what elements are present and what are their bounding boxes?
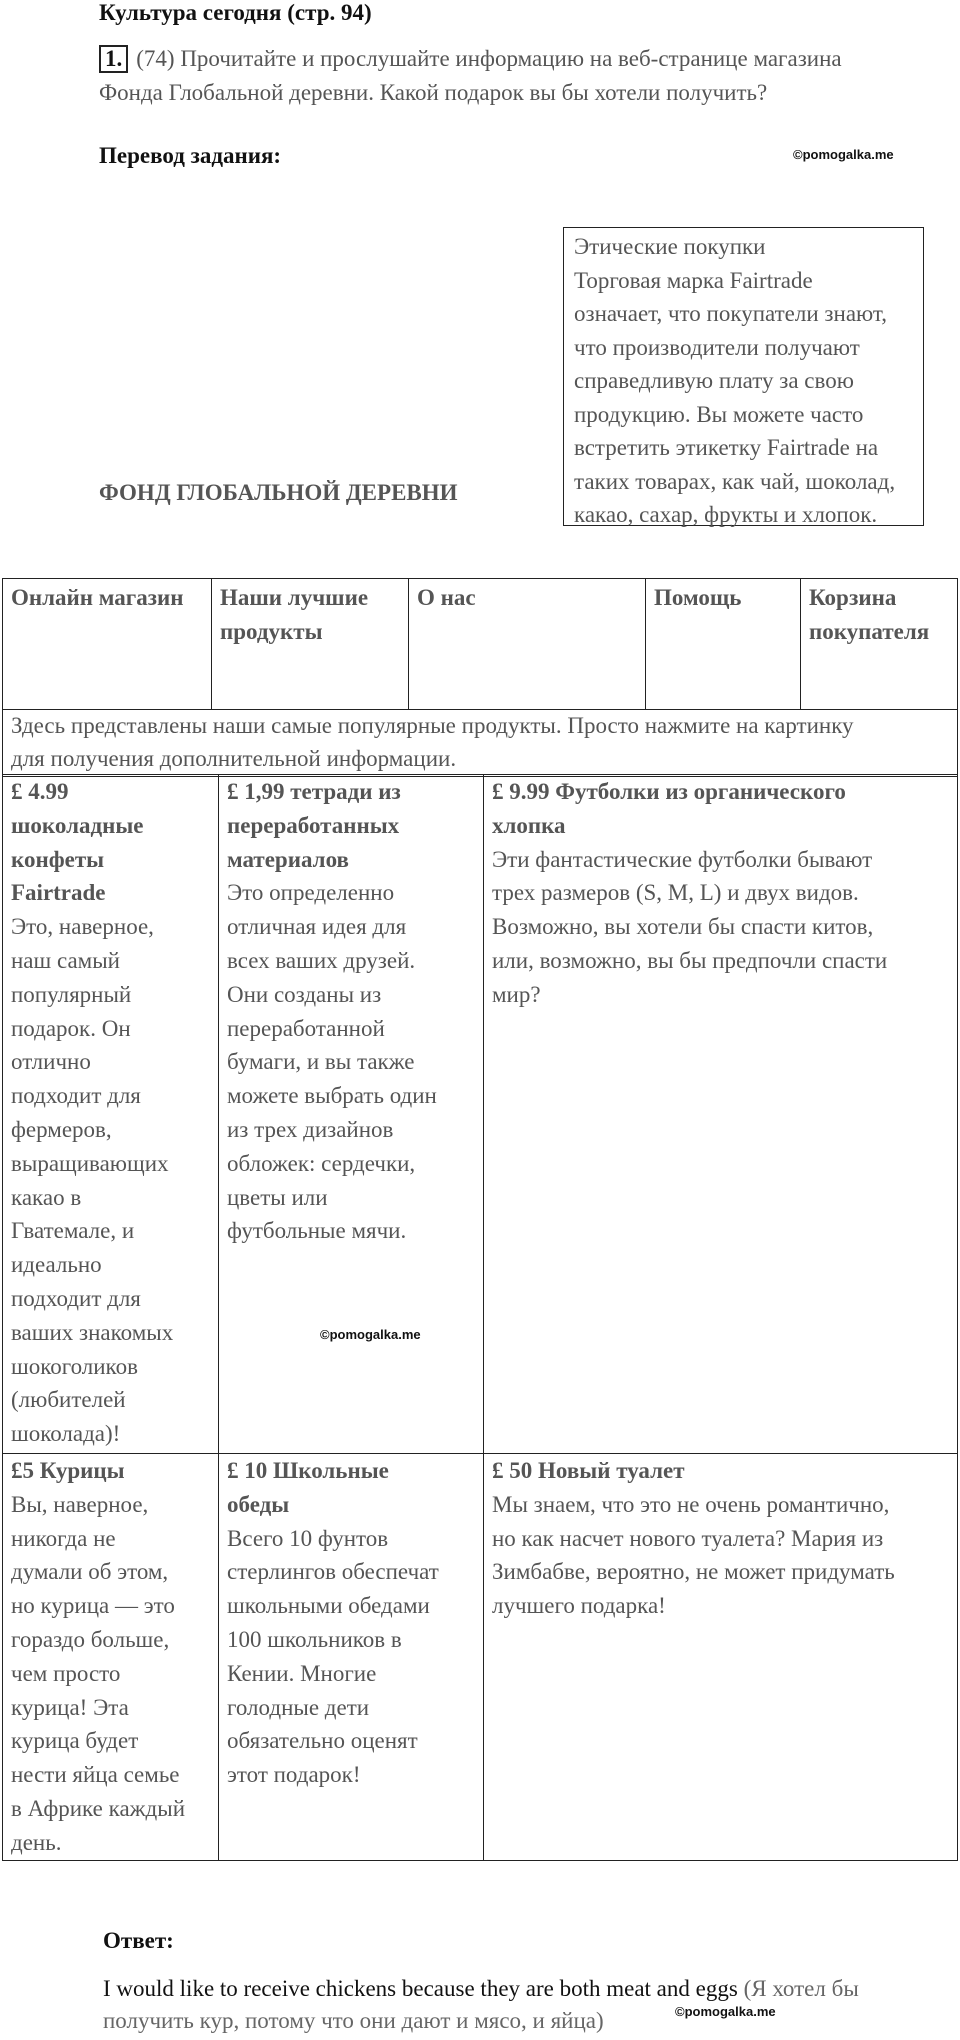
nav-online-shop[interactable]: Онлайн магазин — [3, 579, 212, 710]
product-text-line: мир? — [492, 981, 541, 1007]
ethical-line: Этические покупки — [574, 234, 766, 259]
product-text-line: но как насчет нового туалета? Мария из — [492, 1525, 884, 1551]
product-text-line: курица будет — [11, 1728, 139, 1754]
product-text-line: шокоголиков — [11, 1353, 138, 1379]
nav-help[interactable]: Помощь — [646, 579, 801, 710]
answer-english: I would like to receive chickens because they are both meat and eggs — [103, 1976, 738, 2001]
product-text-line: обложек: сердечки, — [227, 1150, 416, 1176]
product-text-line: фермеров, — [11, 1116, 112, 1142]
product-text-line: Гватемале, и — [11, 1218, 135, 1244]
task-number: 1. — [99, 45, 128, 73]
task-line-1: (74) Прочитайте и прослушайте информацию на веб-странице магазина — [136, 46, 842, 71]
task-text — [99, 42, 919, 110]
product-text-line: Кении. Многие — [227, 1660, 377, 1686]
answer-russian-1: (Я хотел бы — [743, 1976, 859, 2001]
product-text-line: думали об этом, — [11, 1559, 169, 1585]
answer-text — [103, 1973, 960, 2037]
products-table — [2, 774, 958, 1861]
fund-title: ФОНД ГЛОБАЛЬНОЙ ДЕРЕВНИ — [99, 480, 458, 505]
product-card-tshirts[interactable] — [484, 775, 958, 1454]
product-text-line: цветы или — [227, 1184, 328, 1210]
product-text-line: голодные дети — [227, 1694, 370, 1720]
product-title-line: конфеты — [11, 846, 105, 872]
product-title-line: £ 1,99 тетради из — [227, 779, 401, 804]
product-title-line: £5 Курицы — [11, 1458, 125, 1483]
product-card-chickens[interactable] — [3, 1454, 219, 1861]
ethical-line: Торговая марка Fairtrade — [574, 267, 813, 293]
product-text-line: Мы знаем, что это не очень романтично, — [492, 1491, 890, 1517]
page-title: Культура сегодня (стр. 94) — [99, 0, 372, 25]
product-title-line: переработанных — [227, 812, 400, 838]
product-text-line: Всего 10 фунтов — [227, 1525, 389, 1551]
intro-line-2: для получения дополнительной информации. — [11, 746, 457, 771]
product-text-line: можете выбрать один — [227, 1083, 437, 1109]
product-text-line: но курица — это — [11, 1593, 175, 1619]
product-text-line: подарок. Он — [11, 1015, 131, 1041]
intro-line-1: Здесь представлены наши самые популярные продукты. Просто нажмите на картинку — [11, 713, 854, 738]
answer-heading: Ответ: — [103, 1928, 174, 1953]
product-text-line: 100 школьников в — [227, 1626, 402, 1652]
product-title-line: £ 50 Новый туалет — [492, 1458, 685, 1483]
product-card-chocolate[interactable] — [3, 775, 219, 1454]
product-text-line: шоколада)! — [11, 1421, 121, 1447]
product-text-line: переработанной — [227, 1015, 385, 1041]
product-text-line: никогда не — [11, 1525, 116, 1551]
product-text-line: трех размеров (S, M, L) и двух видов. — [492, 880, 859, 906]
product-title-line: материалов — [227, 846, 349, 872]
shop-nav-table — [2, 578, 958, 710]
ethical-line: справедливую плату за свою — [574, 368, 854, 393]
nav-about-us[interactable]: О нас — [409, 579, 646, 710]
nav-best-products[interactable]: Наши лучшие продукты — [212, 579, 409, 710]
product-text-line: ваших знакомых — [11, 1319, 174, 1345]
product-title-line: £ 4.99 — [11, 779, 69, 804]
product-text-line: (любителей — [11, 1387, 126, 1413]
task-line-2: Фонда Глобальной деревни. Какой подарок вы бы хотели получить? — [99, 80, 768, 105]
ethical-line: продукцию. Вы можете часто — [574, 401, 864, 427]
product-text-line: в Африке каждый — [11, 1795, 186, 1821]
product-title-line: £ 9.99 Футболки из органического — [492, 779, 846, 804]
product-text-line: Они созданы из — [227, 981, 382, 1007]
intro-text — [2, 707, 958, 777]
translation-heading: Перевод задания: — [99, 143, 282, 168]
watermark: ©pomogalka.me — [793, 147, 894, 162]
product-text-line: наш самый — [11, 947, 120, 973]
product-text-line: Эти фантастические футболки бывают — [492, 846, 873, 872]
ethical-line: встретить этикетку Fairtrade на — [574, 435, 879, 460]
product-text-line: идеально — [11, 1252, 102, 1278]
product-title-line: Fairtrade — [11, 880, 106, 906]
product-text-line: отличная идея для — [227, 914, 407, 940]
answer-russian-2: получить кур, потому что они дают и мясо, и яйца) — [103, 2008, 604, 2033]
product-text-line: футбольные мячи. — [227, 1218, 407, 1244]
watermark: ©pomogalka.me — [320, 1327, 421, 1342]
product-text-line: нести яйца семье — [11, 1762, 180, 1788]
product-text-line: обязательно оценят — [227, 1728, 418, 1754]
product-text-line: стерлингов обеспечат — [227, 1559, 439, 1585]
product-title-line: £ 10 Школьные — [227, 1458, 389, 1483]
product-text-line: гораздо больше, — [11, 1626, 170, 1652]
product-card-notebooks[interactable] — [219, 775, 484, 1454]
product-text-line: выращивающих — [11, 1150, 169, 1176]
product-text-line: популярный — [11, 981, 132, 1007]
product-text-line: отлично — [11, 1049, 91, 1075]
product-text-line: этот подарок! — [227, 1762, 361, 1788]
product-text-line: подходит для — [11, 1285, 141, 1311]
ethical-shopping-box — [563, 227, 924, 526]
product-text-line: Это определенно — [227, 880, 395, 906]
product-text-line: из трех дизайнов — [227, 1116, 394, 1142]
nav-shopping-cart[interactable]: Корзина покупателя — [801, 579, 958, 710]
product-card-school-lunches[interactable] — [219, 1454, 484, 1861]
product-text-line: Вы, наверное, — [11, 1491, 149, 1517]
product-text-line: чем просто — [11, 1660, 121, 1686]
product-text-line: какао в — [11, 1184, 82, 1210]
product-text-line: бумаги, и вы также — [227, 1049, 415, 1075]
product-title-line: обеды — [227, 1491, 290, 1517]
ethical-line: что производители получают — [574, 334, 860, 360]
ethical-line: какао, сахар, фрукты и хлопок. — [574, 502, 878, 527]
watermark: ©pomogalka.me — [675, 2004, 776, 2019]
ethical-line: таких товарах, как чай, шоколад, — [574, 468, 896, 494]
product-text-line: подходит для — [11, 1083, 141, 1109]
product-card-toilet[interactable] — [484, 1454, 958, 1861]
product-text-line: курица! Эта — [11, 1694, 129, 1720]
product-text-line: Возможно, вы хотели бы спасти китов, — [492, 914, 874, 940]
product-title-line: шоколадные — [11, 812, 144, 838]
product-text-line: день. — [11, 1829, 62, 1855]
product-text-line: Это, наверное, — [11, 914, 154, 940]
product-text-line: или, возможно, вы бы предпочли спасти — [492, 947, 888, 973]
product-text-line: школьными обедами — [227, 1593, 430, 1619]
product-text-line: лучшего подарка! — [492, 1593, 666, 1619]
ethical-line: означает, что покупатели знают, — [574, 301, 887, 326]
product-text-line: всех ваших друзей. — [227, 947, 416, 973]
product-text-line: Зимбабве, вероятно, не может придумать — [492, 1559, 895, 1585]
product-title-line: хлопка — [492, 812, 566, 838]
